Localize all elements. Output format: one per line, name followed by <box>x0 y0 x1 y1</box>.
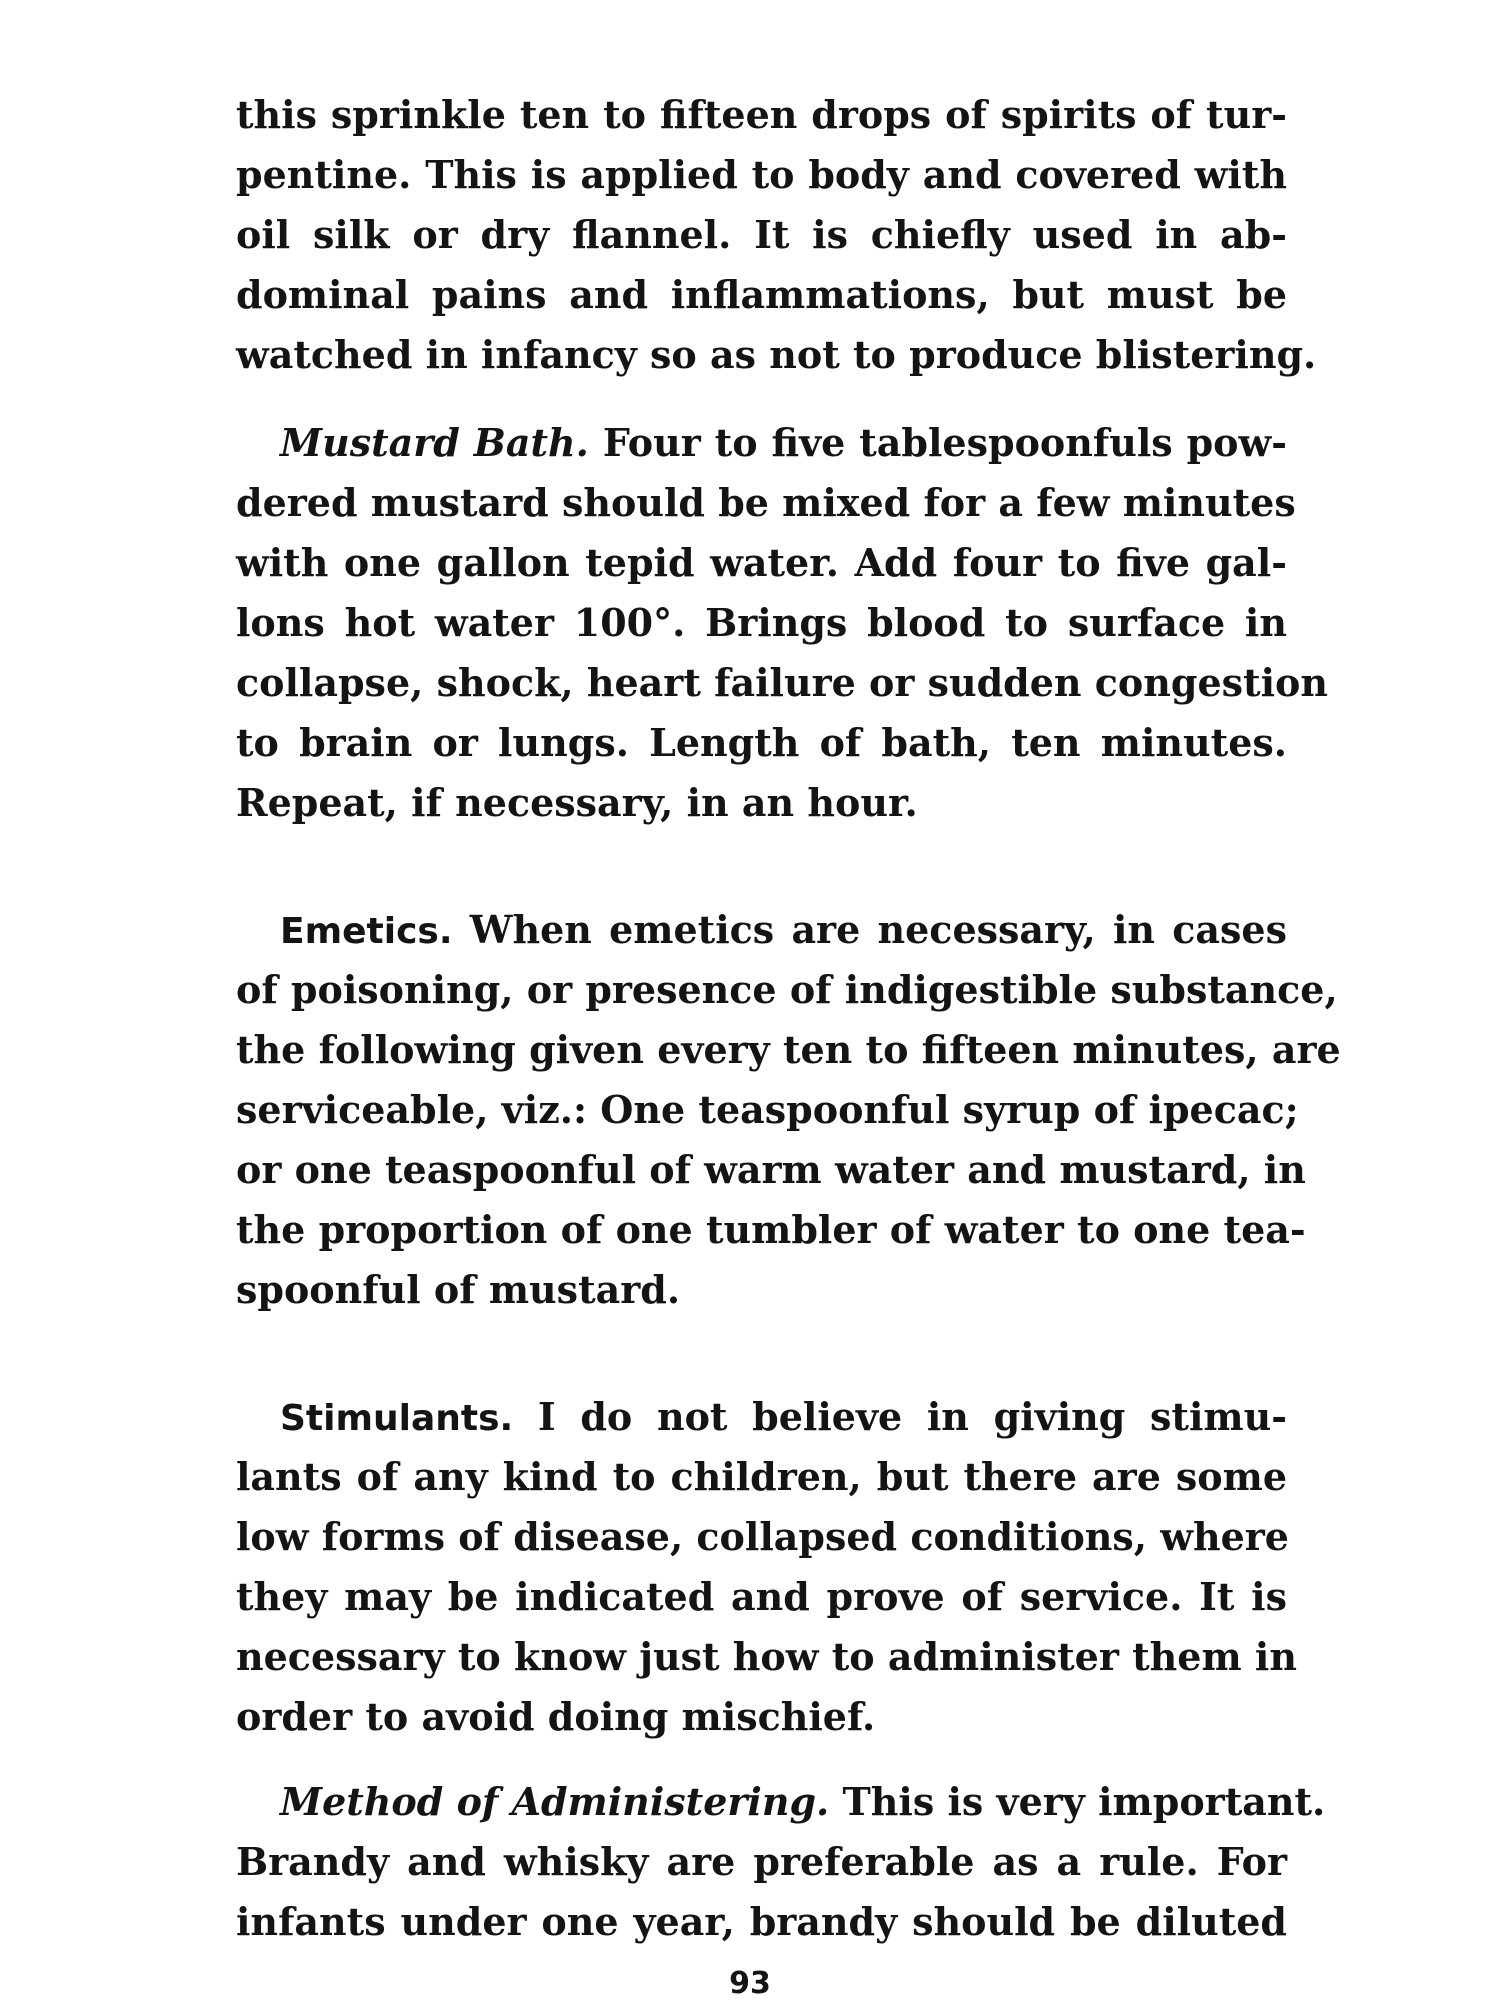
paragraph-first-line <box>280 413 1287 473</box>
text-line: with one gallon tepid water. Add four to five gal- <box>236 540 1287 585</box>
text-line: the proportion of one tumbler of water to one tea- <box>236 1207 1306 1252</box>
section-heading-method-of-administering: Method of Administering. <box>280 1779 830 1824</box>
text-line: necessary to know just how to administer them in <box>236 1634 1297 1679</box>
text-line: lants of any kind to children, but there are some <box>236 1454 1287 1499</box>
text-line: of poisoning, or presence of indigestible substance, <box>236 967 1338 1012</box>
text-line: pentine. This is applied to body and covered with <box>236 152 1287 197</box>
section-heading-mustard-bath: Mustard Bath. <box>280 420 589 465</box>
text-line: Brandy and whisky are preferable as a rule. For <box>236 1839 1287 1884</box>
page-number: 93 <box>729 1966 771 2001</box>
paragraph-first-line <box>280 1772 1326 1832</box>
section-heading-emetics: Emetics. <box>280 911 453 952</box>
text-line: they may be indicated and prove of service. It is <box>236 1574 1287 1619</box>
text-line: collapse, shock, heart failure or sudden congestion <box>236 660 1328 705</box>
text-run: This is very important. <box>842 1779 1326 1824</box>
text-run: When emetics are necessary, in cases <box>469 907 1287 952</box>
section-heading-stimulants: Stimulants. <box>280 1398 514 1439</box>
text-line: the following given every ten to fifteen minutes, are <box>236 1027 1341 1072</box>
text-line: or one teaspoonful of warm water and mustard, in <box>236 1147 1306 1192</box>
text-line: dered mustard should be mixed for a few minutes <box>236 480 1296 525</box>
text-line: serviceable, viz.: One teaspoonful syrup of ipecac; <box>236 1087 1299 1132</box>
text-line: watched in infancy so as not to produce blistering. <box>236 332 1317 377</box>
text-line: Repeat, if necessary, in an hour. <box>236 780 918 825</box>
paragraph-first-line <box>280 1387 1287 1447</box>
text-line: infants under one year, brandy should be diluted <box>236 1899 1287 1944</box>
text-run: I do not believe in giving stimu- <box>537 1394 1288 1439</box>
text-line: lons hot water 100°. Brings blood to surface in <box>236 600 1287 645</box>
text-line: dominal pains and inflammations, but must be <box>236 272 1287 317</box>
paragraph-first-line <box>280 900 1287 960</box>
text-run: Four to five tablespoonfuls pow- <box>602 420 1288 465</box>
text-line: low forms of disease, collapsed conditions, where <box>236 1514 1289 1559</box>
text-line: to brain or lungs. Length of bath, ten minutes. <box>236 720 1287 765</box>
text-line: oil silk or dry flannel. It is chiefly used in ab- <box>236 212 1287 257</box>
text-line: order to avoid doing mischief. <box>236 1694 876 1739</box>
text-line: this sprinkle ten to fifteen drops of spirits of tur- <box>236 92 1287 137</box>
text-line: spoonful of mustard. <box>236 1267 681 1312</box>
